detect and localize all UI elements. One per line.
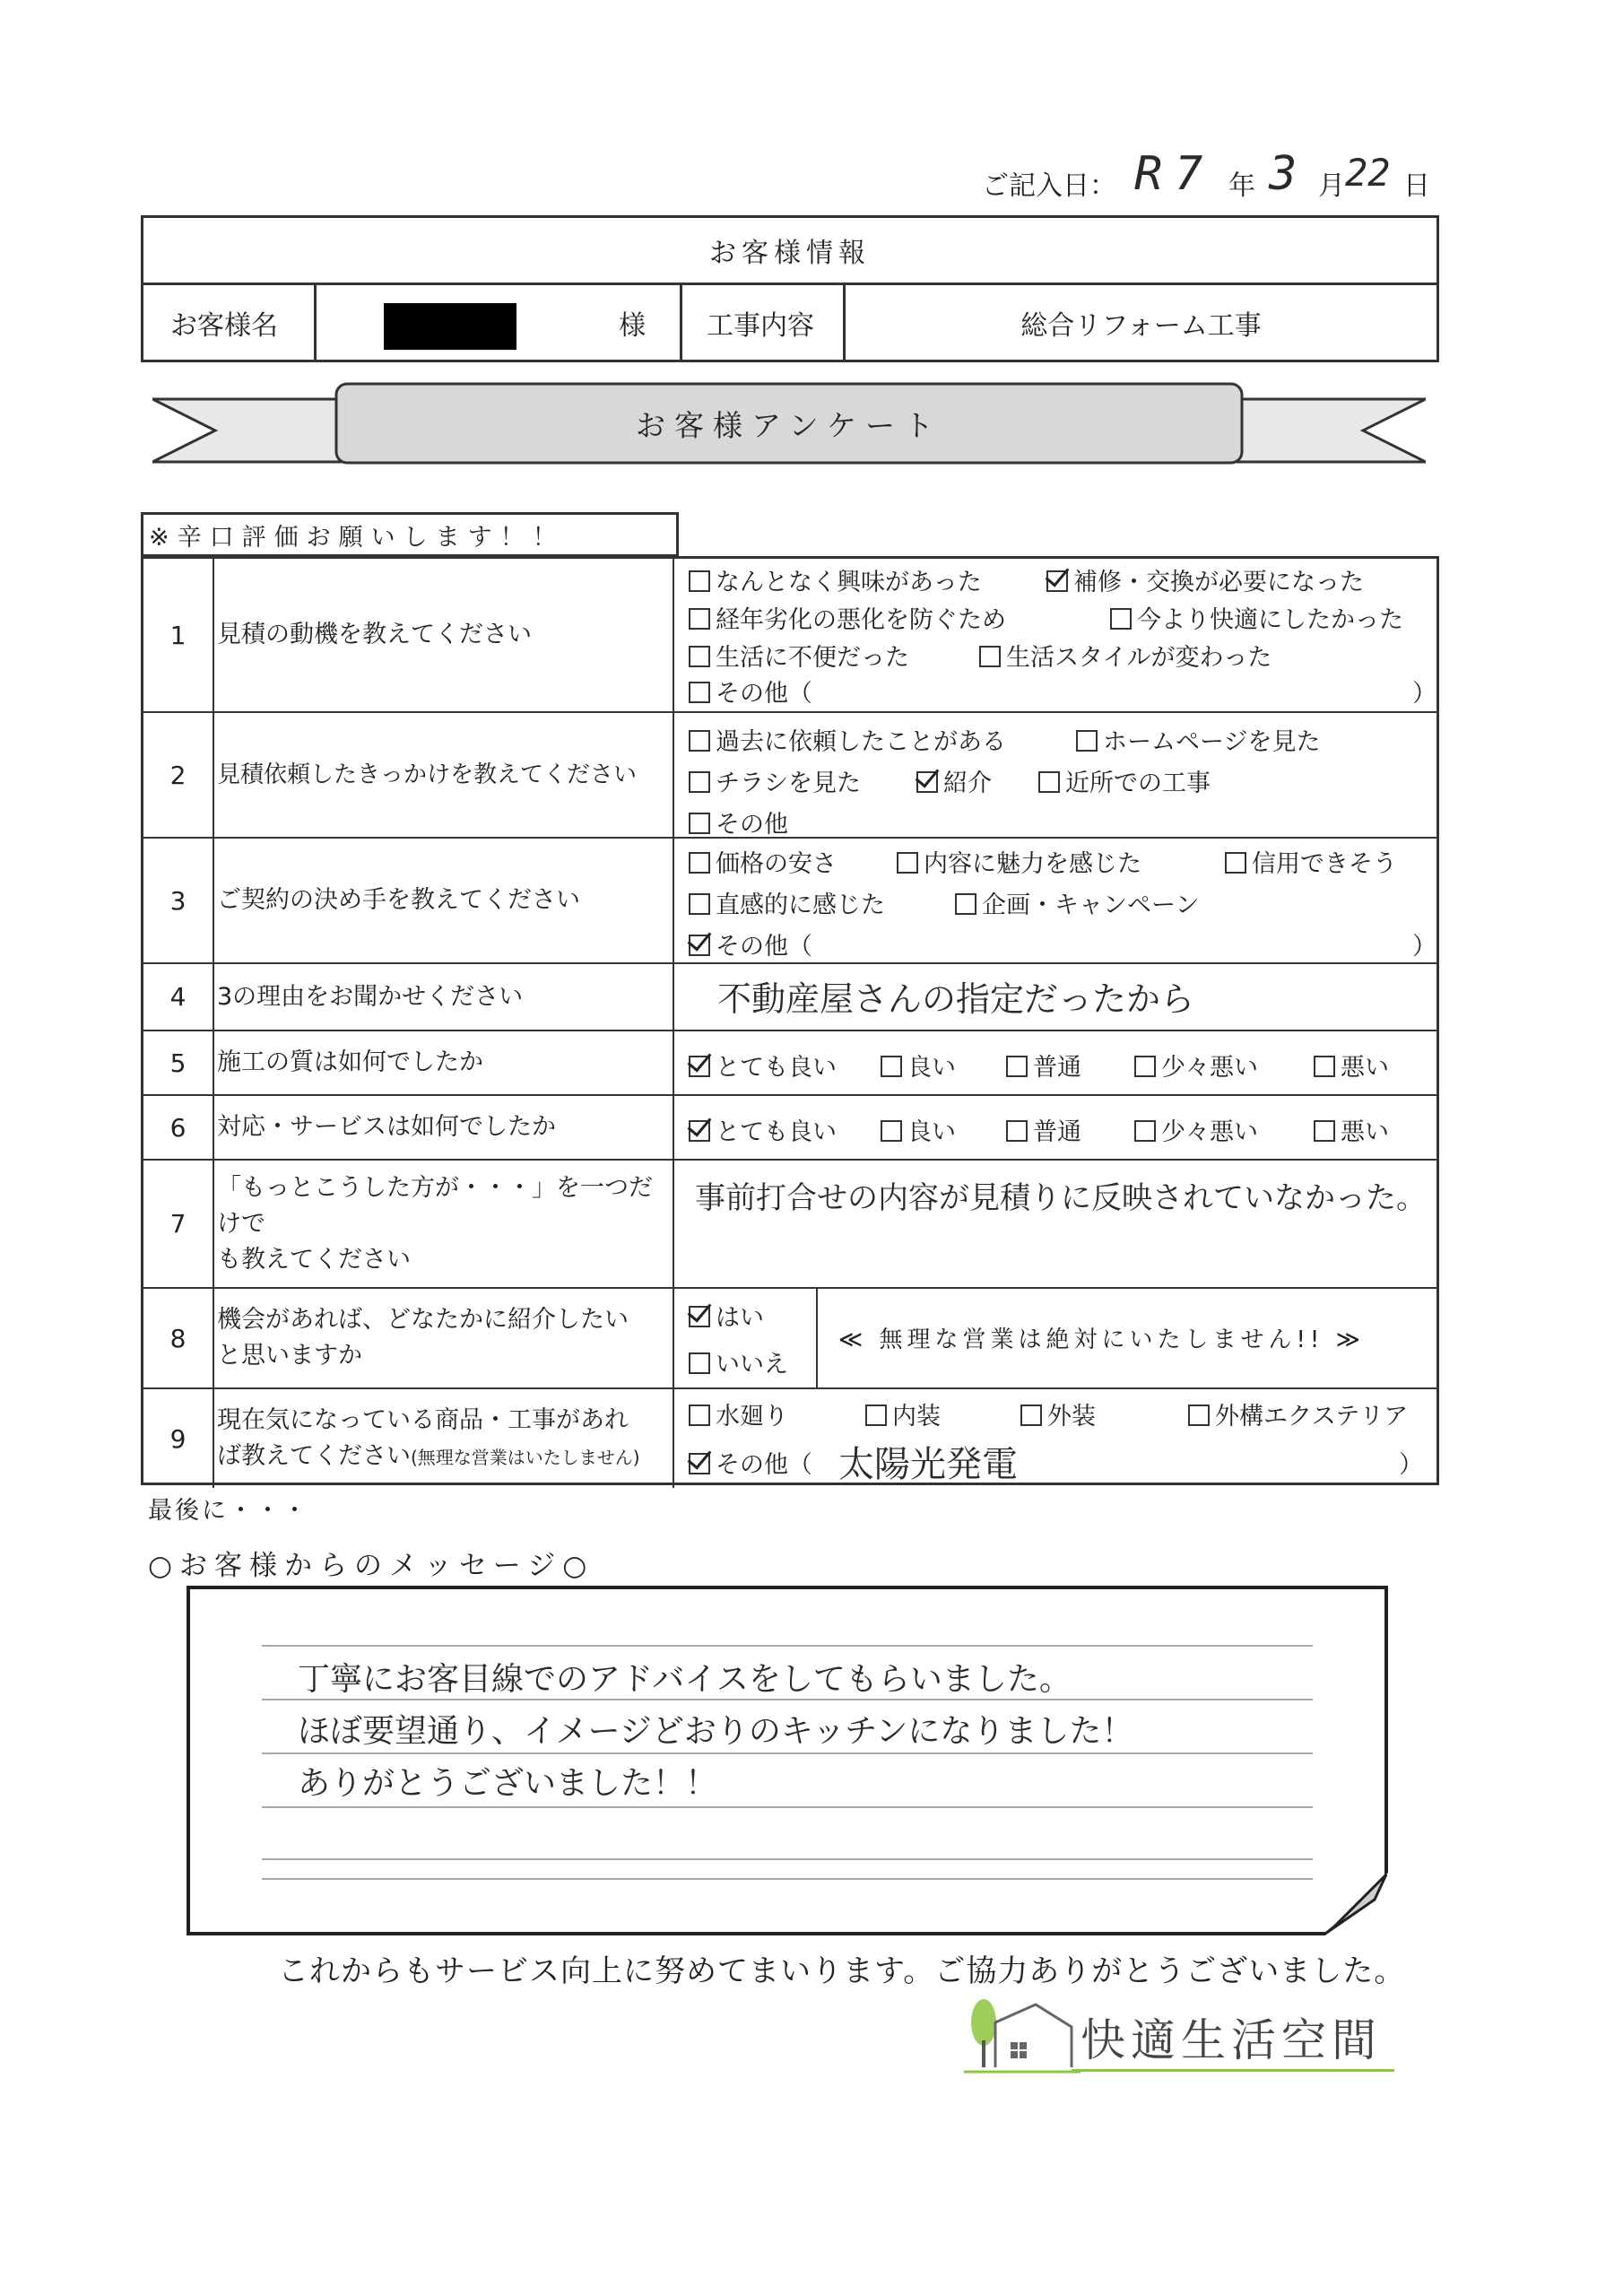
customer-info-table [141, 215, 1439, 362]
question-text: 対応・サービスは如何でしたか [217, 1096, 674, 1159]
checkbox[interactable] [1314, 1120, 1335, 1142]
option[interactable]: 水廻り [689, 1396, 788, 1431]
checkbox[interactable] [689, 1405, 710, 1426]
question-number: 3 [143, 839, 214, 962]
option[interactable]: 経年劣化の悪化を防ぐため [689, 600, 1006, 635]
question-text: 施工の質は如何でしたか [217, 1031, 674, 1094]
customer-info-header: お客様情報 [143, 218, 1436, 285]
page-curl-icon [1325, 1873, 1388, 1935]
option[interactable]: 内容に魅力を感じた [897, 844, 1141, 879]
message-line-2: ほぼ要望通り、イメージどおりのキッチンになりました！ [298, 1713, 1134, 1750]
checkbox[interactable] [897, 852, 918, 874]
question-number: 1 [143, 559, 214, 711]
option-checked[interactable]: 補修・交換が必要になった [1046, 562, 1364, 597]
final-note-label: 最後に・・・ [148, 1497, 309, 1525]
question-row-1 [143, 559, 1436, 711]
option[interactable]: 普通 [1006, 1112, 1081, 1147]
entry-date [982, 147, 1448, 204]
checkbox[interactable] [1006, 1056, 1028, 1077]
customer-message-box [187, 1586, 1388, 1935]
option[interactable]: なんとなく興味があった [689, 562, 982, 597]
question-number: 7 [143, 1161, 214, 1287]
checkbox[interactable] [689, 893, 710, 915]
message-line-3: ありがとうございました！！ [298, 1765, 718, 1802]
checkbox[interactable] [1225, 852, 1246, 874]
date-day: 22 [1345, 151, 1391, 195]
question-text: 機会があれば、どなたかに紹介したい と思いますか [217, 1289, 674, 1387]
checkbox[interactable] [1110, 608, 1132, 630]
date-month-unit: 月 [1318, 170, 1345, 202]
closing-thanks: これからもサービス向上に努めてまいります。ご協力ありがとうございました。 [278, 1953, 1406, 1989]
option[interactable]: 今より快適にしたかった [1110, 600, 1403, 635]
question-number: 8 [143, 1289, 214, 1387]
option[interactable]: 普通 [1006, 1048, 1081, 1083]
house-tree-logo-icon [964, 1987, 1081, 2076]
option[interactable]: 過去に依頼したことがある [689, 722, 1006, 757]
company-logo [964, 1987, 1403, 2076]
question-row-3 [143, 837, 1436, 962]
answer-area [681, 1096, 1431, 1159]
answer-area [681, 964, 1431, 1030]
option-checked[interactable]: その他（ [689, 926, 812, 961]
option[interactable]: 価格の安さ [689, 844, 837, 879]
checkbox[interactable] [689, 813, 710, 834]
date-year: 7 [1175, 147, 1203, 201]
message-title: ○お客様からのメッセージ○ [148, 1550, 595, 1582]
option[interactable]: 近所での工事 [1038, 763, 1211, 798]
checkbox[interactable] [1314, 1056, 1335, 1077]
answer-area [681, 1161, 1431, 1287]
option[interactable]: チラシを見た [689, 763, 861, 798]
survey-table [141, 556, 1439, 1485]
question-number: 9 [143, 1389, 214, 1488]
question-row-6 [143, 1094, 1436, 1159]
no-pushy-sales-note: ≪ 無理な営業は絶対にいたしません!! ≫ [838, 1326, 1365, 1353]
checkbox[interactable] [689, 646, 710, 667]
checkbox[interactable] [689, 608, 710, 630]
checkbox[interactable] [865, 1405, 887, 1426]
question-number: 6 [143, 1096, 214, 1159]
checkbox[interactable] [1038, 771, 1060, 793]
checkbox-checked[interactable] [689, 935, 710, 956]
date-day-unit: 日 [1403, 170, 1430, 202]
answer-area [681, 713, 1431, 837]
option[interactable]: 悪い [1314, 1112, 1389, 1147]
option[interactable]: いいえ [689, 1344, 788, 1379]
work-value: 総合リフォーム工事 [1020, 309, 1262, 342]
checkbox-checked[interactable] [1046, 570, 1068, 592]
option[interactable]: 生活スタイルが変わった [979, 638, 1271, 673]
question-row-7 [143, 1159, 1436, 1287]
survey-banner [152, 377, 1426, 475]
date-era: R [1134, 147, 1163, 201]
question-row-2 [143, 711, 1436, 837]
checkbox[interactable] [1188, 1405, 1210, 1426]
paren-close: ） [1412, 933, 1436, 961]
option[interactable]: その他 [689, 804, 788, 839]
answer-area [681, 1031, 1431, 1094]
option[interactable]: 直感的に感じた [689, 885, 885, 920]
checkbox[interactable] [955, 893, 976, 915]
message-line-1: 丁寧にお客目線でのアドバイスをしてもらいました。 [298, 1661, 1072, 1698]
checkbox-checked[interactable] [689, 1453, 710, 1474]
option[interactable]: 少々悪い [1134, 1112, 1258, 1147]
checkbox[interactable] [881, 1056, 902, 1077]
survey-heading: ※辛口評価お願いします！！ [141, 512, 679, 557]
answer-area [681, 1289, 1431, 1387]
answer-area [681, 559, 1436, 711]
redacted-name [384, 303, 516, 350]
option[interactable]: 外構エクステリア [1188, 1396, 1408, 1431]
question-number: 5 [143, 1031, 214, 1094]
date-year-unit: 年 [1228, 170, 1255, 202]
option[interactable]: ホームページを見た [1076, 722, 1320, 757]
checkbox[interactable] [689, 730, 710, 752]
checkbox-checked[interactable] [689, 1056, 710, 1077]
option-checked[interactable]: とても良い [689, 1048, 837, 1083]
checkbox[interactable] [979, 646, 1001, 667]
question-number: 4 [143, 964, 214, 1030]
handwritten-answer: 不動産屋さんの指定だったから [717, 979, 1195, 1019]
checkbox[interactable] [689, 852, 710, 874]
checkbox[interactable] [881, 1120, 902, 1142]
checkbox-checked[interactable] [916, 771, 938, 793]
option[interactable]: 良い [881, 1112, 956, 1147]
date-label: ご記入日： [982, 170, 1116, 202]
handwritten-answer: 事前打合せの内容が見積りに反映されていなかった。 [695, 1180, 1427, 1216]
checkbox[interactable] [689, 771, 710, 793]
answer-area [681, 839, 1436, 962]
checkbox[interactable] [1006, 1120, 1028, 1142]
option-checked[interactable]: とても良い [689, 1112, 837, 1147]
handwritten-answer: 太陽光発電 [838, 1444, 1018, 1485]
checkbox[interactable] [689, 570, 710, 592]
question-row-8 [143, 1287, 1436, 1387]
checkbox[interactable] [1134, 1120, 1156, 1142]
company-name: 快適生活空間 [1081, 2014, 1382, 2066]
work-label: 工事内容 [707, 309, 814, 342]
option[interactable]: 外装 [1020, 1396, 1096, 1431]
question-text: 見積依頼したきっかけを教えてください [217, 713, 674, 837]
question-text: 「もっとこうした方が・・・」を一つだけで も教えてください [217, 1161, 674, 1287]
question-number: 2 [143, 713, 214, 837]
option[interactable]: 良い [881, 1048, 956, 1083]
option-checked[interactable]: 紹介 [916, 763, 992, 798]
paren-close: ） [1399, 1451, 1423, 1479]
option[interactable]: 企画・キャンペーン [955, 885, 1199, 920]
checkbox-checked[interactable] [689, 1120, 710, 1142]
question-row-4 [143, 962, 1436, 1030]
option[interactable]: 生活に不便だった [689, 638, 909, 673]
checkbox-checked[interactable] [689, 1306, 710, 1327]
honorific: 様 [619, 309, 646, 342]
option[interactable]: 悪い [1314, 1048, 1389, 1083]
question-row-5 [143, 1030, 1436, 1094]
option[interactable]: その他（ [689, 674, 812, 709]
question-text: ご契約の決め手を教えてください [217, 839, 674, 962]
date-month: 3 [1269, 147, 1298, 201]
option-checked[interactable]: その他（ [689, 1445, 812, 1480]
banner-title: お客様アンケート [635, 407, 943, 443]
checkbox[interactable] [1020, 1405, 1042, 1426]
option[interactable]: 少々悪い [1134, 1048, 1258, 1083]
customer-name-label: お客様名 [170, 309, 278, 342]
paren-close: ） [1412, 680, 1436, 708]
checkbox[interactable] [689, 682, 710, 703]
question-text: 3の理由をお聞かせください [217, 964, 674, 1030]
question-text: 見積の動機を教えてください [217, 559, 674, 711]
option[interactable]: 内装 [865, 1396, 941, 1431]
question-text: 現在気になっている商品・工事があれ ば教えてください(無理な営業はいたしません) [217, 1389, 674, 1488]
checkbox[interactable] [689, 1352, 710, 1374]
checkbox[interactable] [1076, 730, 1098, 752]
checkbox[interactable] [1134, 1056, 1156, 1077]
answer-area [681, 1389, 1431, 1488]
question-row-9 [143, 1387, 1436, 1488]
option[interactable]: 信用できそう [1225, 844, 1397, 879]
option-checked[interactable]: はい [689, 1298, 764, 1333]
